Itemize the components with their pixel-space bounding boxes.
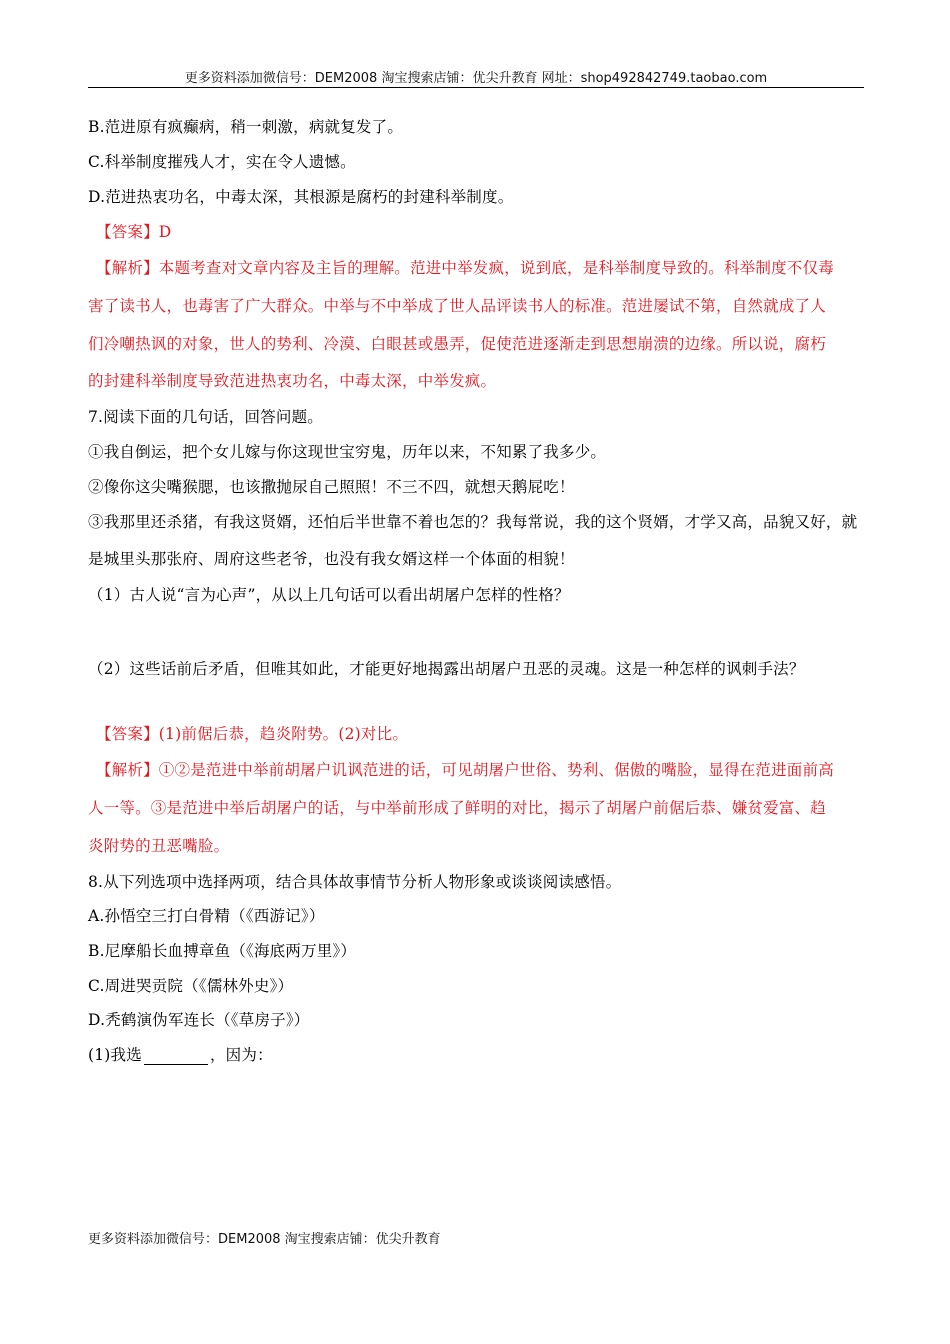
analysis-6-line-2: 害了读书人，也毒害了广大群众。中举与不中举成了世人品评读书人的标准。范进屡试不第，自然就成了人 bbox=[88, 297, 826, 315]
question-7-title: 7.阅读下面的几句话，回答问题。 bbox=[88, 408, 323, 426]
option-b: B.范进原有疯癫病，稍一刺激，病就复发了。 bbox=[88, 118, 404, 136]
answer-6: 【答案】D bbox=[96, 223, 172, 241]
quote-3-line-1: ③我那里还杀猪，有我这贤婿，还怕后半世靠不着也怎的？我每常说，我的这个贤婿，才学又高，品貌又好，就 bbox=[88, 513, 858, 531]
header-divider bbox=[88, 87, 864, 88]
analysis-6-line-3: 们冷嘲热讽的对象，世人的势利、冷漠、白眼甚或愚弄，促使范进逐渐走到思想崩溃的边缘。所以说，腐朽 bbox=[88, 335, 826, 353]
choice-prefix: (1)我选 bbox=[88, 1046, 142, 1064]
analysis-7-line-1: 【解析】①②是范进中举前胡屠户讥讽范进的话，可见胡屠户世俗、势利、倨傲的嘴脸，显得在范进面前高 bbox=[96, 761, 834, 779]
answer-7: 【答案】(1)前倨后恭，趋炎附势。(2)对比。 bbox=[96, 725, 409, 743]
question-7-1: （1）古人说“言为心声”，从以上几句话可以看出胡屠户怎样的性格？ bbox=[88, 586, 570, 604]
analysis-6-line-4: 的封建科举制度导致范进热衷功名，中毒太深，中举发疯。 bbox=[88, 372, 497, 390]
analysis-7-line-3: 炎附势的丑恶嘴脸。 bbox=[88, 837, 230, 855]
option-c: C.科举制度摧残人才，实在令人遗憾。 bbox=[88, 153, 356, 171]
option-8-c: C.周进哭贡院（《儒林外史》） bbox=[88, 977, 294, 995]
question-8-title: 8.从下列选项中选择两项，结合具体故事情节分析人物形象或谈谈阅读感悟。 bbox=[88, 873, 622, 891]
option-8-d: D.秃鹤演伪军连长（《草房子》） bbox=[88, 1011, 310, 1029]
quote-1: ①我自倒运，把个女儿嫁与你这现世宝穷鬼，历年以来，不知累了我多少。 bbox=[88, 443, 607, 461]
analysis-6-line-1: 【解析】本题考查对文章内容及主旨的理解。范进中举发疯，说到底，是科举制度导致的。科举制度不仅毒 bbox=[96, 259, 834, 277]
quote-3-line-2: 是城里头那张府、周府这些老爷，也没有我女婿这样一个体面的相貌！ bbox=[88, 550, 575, 568]
option-8-b: B.尼摩船长血搏章鱼（《海底两万里》） bbox=[88, 942, 357, 960]
quote-2: ②像你这尖嘴猴腮，也该撒抛尿自己照照！不三不四，就想天鹅屁吃！ bbox=[88, 478, 575, 496]
option-8-a: A.孙悟空三打白骨精（《西游记》） bbox=[88, 907, 325, 925]
choice-blank[interactable] bbox=[144, 1048, 208, 1065]
option-d: D.范进热衷功名，中毒太深，其根源是腐朽的封建科举制度。 bbox=[88, 188, 514, 206]
question-7-2: （2）这些话前后矛盾，但唯其如此，才能更好地揭露出胡屠户丑恶的灵魂。这是一种怎样的讽刺手法？ bbox=[88, 660, 805, 678]
answer-choice-line bbox=[88, 1045, 864, 1065]
page-footer: 更多资料添加微信号：DEM2008 淘宝搜索店铺：优尖升教育 bbox=[88, 1232, 441, 1247]
page-header: 更多资料添加微信号：DEM2008 淘宝搜索店铺：优尖升教育 网址：shop492842749.taobao.com bbox=[184, 71, 768, 86]
choice-suffix: ，因为： bbox=[209, 1046, 273, 1064]
analysis-7-line-2: 人一等。③是范进中举后胡屠户的话，与中举前形成了鲜明的对比，揭示了胡屠户前倨后恭、嫌贫爱富、趋 bbox=[88, 799, 826, 817]
